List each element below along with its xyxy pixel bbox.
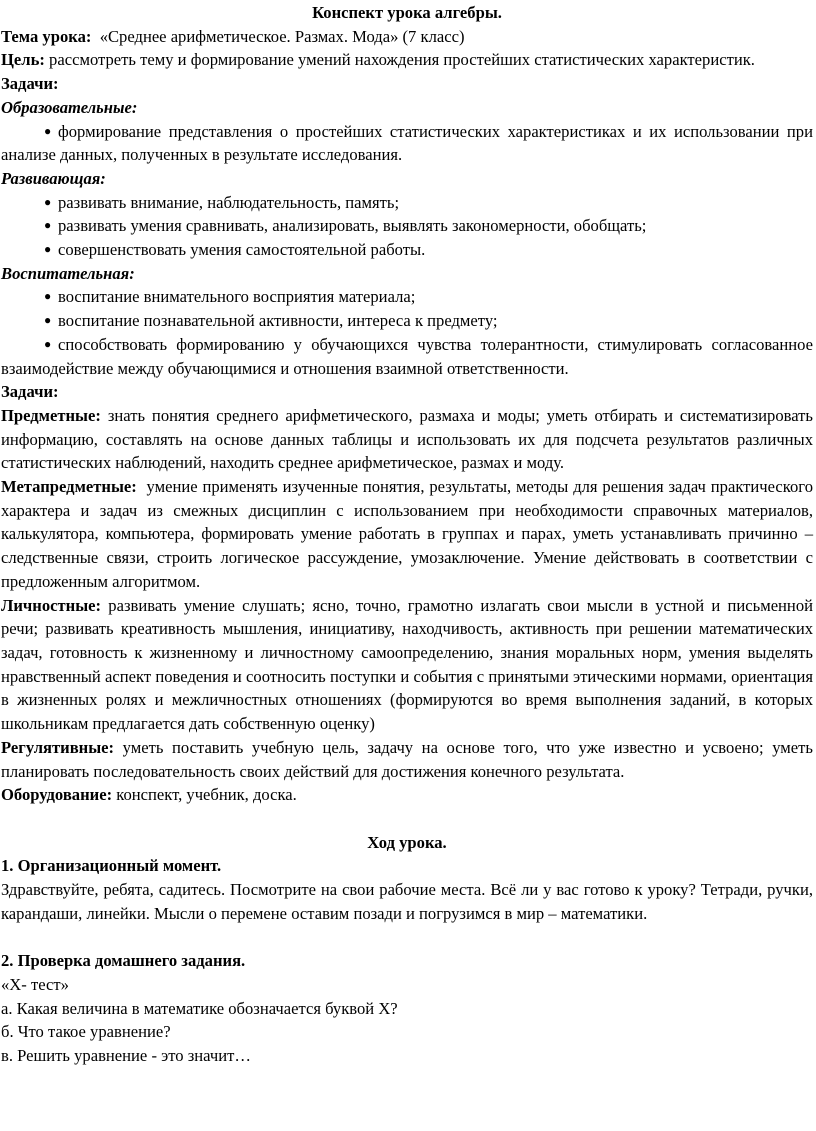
meta-text: умение применять изученные понятия, результаты, методы для решения задач практического характера и задач из смежных дисциплин с использованием при необходимости справочных материалов, калькулятора, компьютера, формировать умение работать в группах и парах, уметь устанавливать причинно – следственные связи, строить логическое рассуждение, умозаключение. Умение действовать в соответствии с предложенным алгоритмом. (1, 477, 813, 591)
subject-label: Предметные: (1, 405, 101, 425)
test-title: «Х- тест» (1, 974, 69, 994)
bullet-icon: ● (44, 289, 52, 304)
subject-text: знать понятия среднего арифметического, размаха и моды; уметь отбирать и систематизировать информацию, составлять на основе данных таблицы и использовать их для подсчета результатов различных статистических наблюдений, находить среднее арифметическое, размах и моду. (1, 405, 813, 473)
topic-text: «Среднее арифметическое. Размах. Мода» (7 класс) (99, 26, 465, 46)
topic-line (1, 25, 813, 49)
bullet-icon: ● (44, 336, 52, 351)
personal-paragraph (1, 594, 813, 736)
regulative-paragraph (1, 736, 813, 783)
list-item: ● совершенствовать умения самостоятельной работы. (1, 238, 813, 262)
upbringing-list (1, 285, 813, 380)
educational-heading: Образовательные: (1, 97, 138, 117)
tasks-heading-2: Задачи: (1, 382, 59, 402)
personal-text: развивать умение слушать; ясно, точно, грамотно излагать свои мысли в устной и письменной речи; развивать креативность мышления, инициативу, находчивость, активность при решении математических задач, готовность к жизненному и личностному самоопределению, знания моральных норм, умения выделять нравственный аспект поведения и соотносить поступки и события с принятыми этическими нормами, ориентация в жизненных ролях и межличностных отношениях (формируются во время выполнения заданий, в которых школьникам предлагается дать собственную оценку) (1, 595, 813, 734)
list-item: ● способствовать формированию у обучающихся чувства толерантности, стимулировать согласованное взаимодействие между обучающимися и отношения взаимной ответственности. (1, 334, 813, 378)
question-c: в. Решить уравнение - это значит… (1, 1045, 251, 1065)
tasks-heading: Задачи: (1, 74, 59, 94)
subject-paragraph (1, 404, 813, 475)
bullet-icon: ● (44, 194, 52, 209)
personal-label: Личностные: (1, 595, 102, 615)
bullet-icon: ● (44, 218, 52, 233)
equipment-label: Оборудование: (1, 785, 113, 805)
bullet-icon: ● (44, 242, 52, 257)
developing-heading: Развивающая: (1, 168, 106, 188)
topic-label: Тема урока: (1, 26, 92, 46)
goal-label: Цель: (1, 50, 45, 70)
step1-heading: 1. Организационный момент. (1, 856, 222, 876)
regulative-text: уметь поставить учебную цель, задачу на основе того, что уже известно и усвоено; уметь планировать последовательность своих действий для достижения конечного результата. (1, 737, 813, 781)
spacer (1, 925, 813, 949)
document-title: Конспект урока алгебры. (312, 3, 502, 22)
step2-heading: 2. Проверка домашнего задания. (1, 951, 246, 971)
meta-label: Метапредметные: (1, 477, 137, 497)
developing-list (1, 191, 813, 262)
meta-paragraph (1, 475, 813, 594)
lesson-heading: Ход урока. (367, 832, 447, 852)
educational-list (1, 120, 813, 167)
list-item: ● развивать внимание, наблюдательность, память; (1, 191, 813, 215)
regulative-label: Регулятивные: (1, 737, 115, 757)
bullet-icon: ● (44, 123, 52, 138)
spacer (1, 807, 813, 831)
list-item: ● развивать умения сравнивать, анализировать, выявлять закономерности, обобщать; (1, 214, 813, 238)
equipment-text: конспект, учебник, доска. (116, 785, 297, 805)
equipment-paragraph (1, 783, 813, 807)
list-item: ● воспитание внимательного восприятия материала; (1, 285, 813, 309)
list-item: ● формирование представления о простейших статистических характеристиках и их использовании при анализе данных, полученных в результате исследования. (1, 121, 813, 165)
list-item: ● воспитание познавательной активности, интереса к предмету; (1, 309, 813, 333)
question-b: б. Что такое уравнение? (1, 1022, 171, 1042)
bullet-icon: ● (44, 313, 52, 328)
goal-text: рассмотреть тему и формирование умений нахождения простейших статистических характеристик. (49, 50, 755, 70)
question-a: а. Какая величина в математике обозначается буквой Х? (1, 998, 398, 1018)
step1-text: Здравствуйте, ребята, садитесь. Посмотрите на свои рабочие места. Всё ли у вас готово к уроку? Тетради, ручки, карандаши, линейки. Мысли о перемене оставим позади и погрузимся в мир – математики. (1, 880, 813, 923)
goal-paragraph (1, 48, 813, 72)
upbringing-heading: Воспитательная: (1, 263, 135, 283)
